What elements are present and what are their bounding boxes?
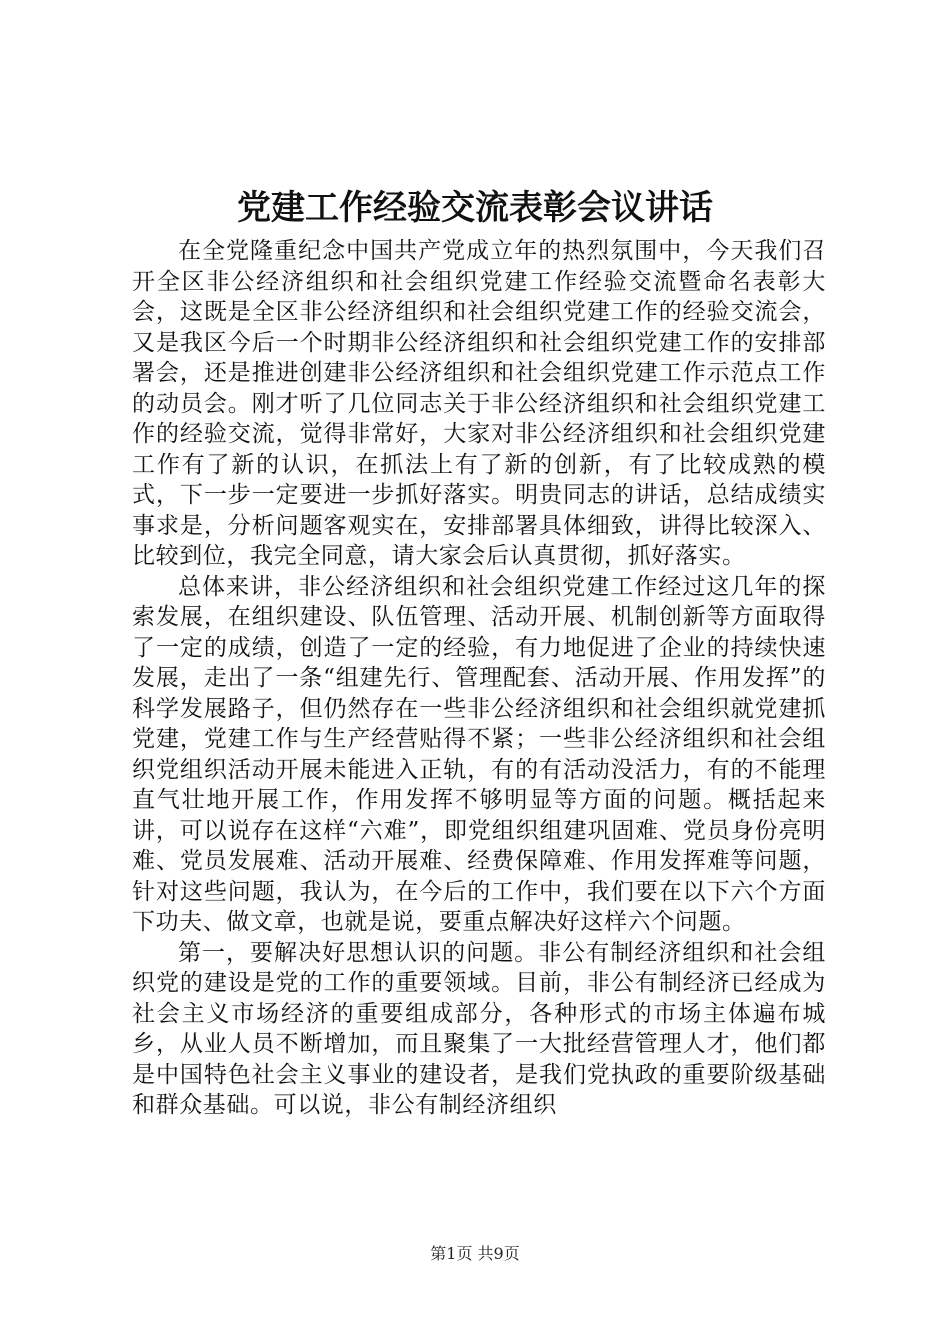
- paragraph-2: 总体来讲，非公经济组织和社会组织党建工作经过这几年的探索发展，在组织建设、队伍管理、活动开展、机制创新等方面取得了一定的成绩，创造了一定的经验，有力地促进了企业的持续快速发展，走出了一条“组建先行、管理配套、活动开展、作用发挥”的科学发展路子，但仍然存在一些非公经济组织和社会组织就党建抓党建，党建工作与生产经营贴得不紧；一些非公经济组织和社会组织党组织活动开展未能进入正轨，有的有活动没活力，有的不能理直气壮地开展工作，作用发挥不够明显等方面的问题。概括起来讲，可以说存在这样“六难”，即党组织组建巩固难、党员身份亮明难、党员发展难、活动开展难、经费保障难、作用发挥难等问题，针对这些问题，我认为，在今后的工作中，我们要在以下六个方面下功夫、做文章，也就是说，要重点解决好这样六个问题。: [132, 573, 826, 935]
- paragraph-3: 第一，要解决好思想认识的问题。非公有制经济组织和社会组织党的建设是党的工作的重要领域。目前，非公有制经济已经成为社会主义市场经济的重要组成部分，各种形式的市场主体遍布城乡，从业人员不断增加，而且聚集了一大批经营管理人才，他们都是中国特色社会主义事业的建设者，是我们党执政的重要阶级基础和群众基础。可以说，非公有制经济组织: [132, 939, 826, 1118]
- document-body: [132, 236, 826, 1121]
- paragraph-1: 在全党隆重纪念中国共产党成立年的热烈氛围中，今天我们召开全区非公经济组织和社会组织党建工作经验交流暨命名表彰大会，这既是全区非公经济组织和社会组织党建工作的经验交流会，又是我区今后一个时期非公经济组织和社会组织党建工作的安排部署会，还是推进创建非公经济组织和社会组织党建工作示范点工作的动员会。刚才听了几位同志关于非公经济组织和社会组织党建工作的经验交流，觉得非常好，大家对非公经济组织和社会组织党建工作有了新的认识，在抓法上有了新的创新，有了比较成熟的模式，下一步一定要进一步抓好落实。明贵同志的讲话，总结成绩实事求是，分析问题客观实在，安排部署具体细致，讲得比较深入、比较到位，我完全同意，请大家会后认真贯彻，抓好落实。: [132, 238, 826, 569]
- page-number-footer: 第1页 共9页: [430, 1244, 520, 1263]
- document-title: 党建工作经验交流表彰会议讲话: [237, 188, 713, 228]
